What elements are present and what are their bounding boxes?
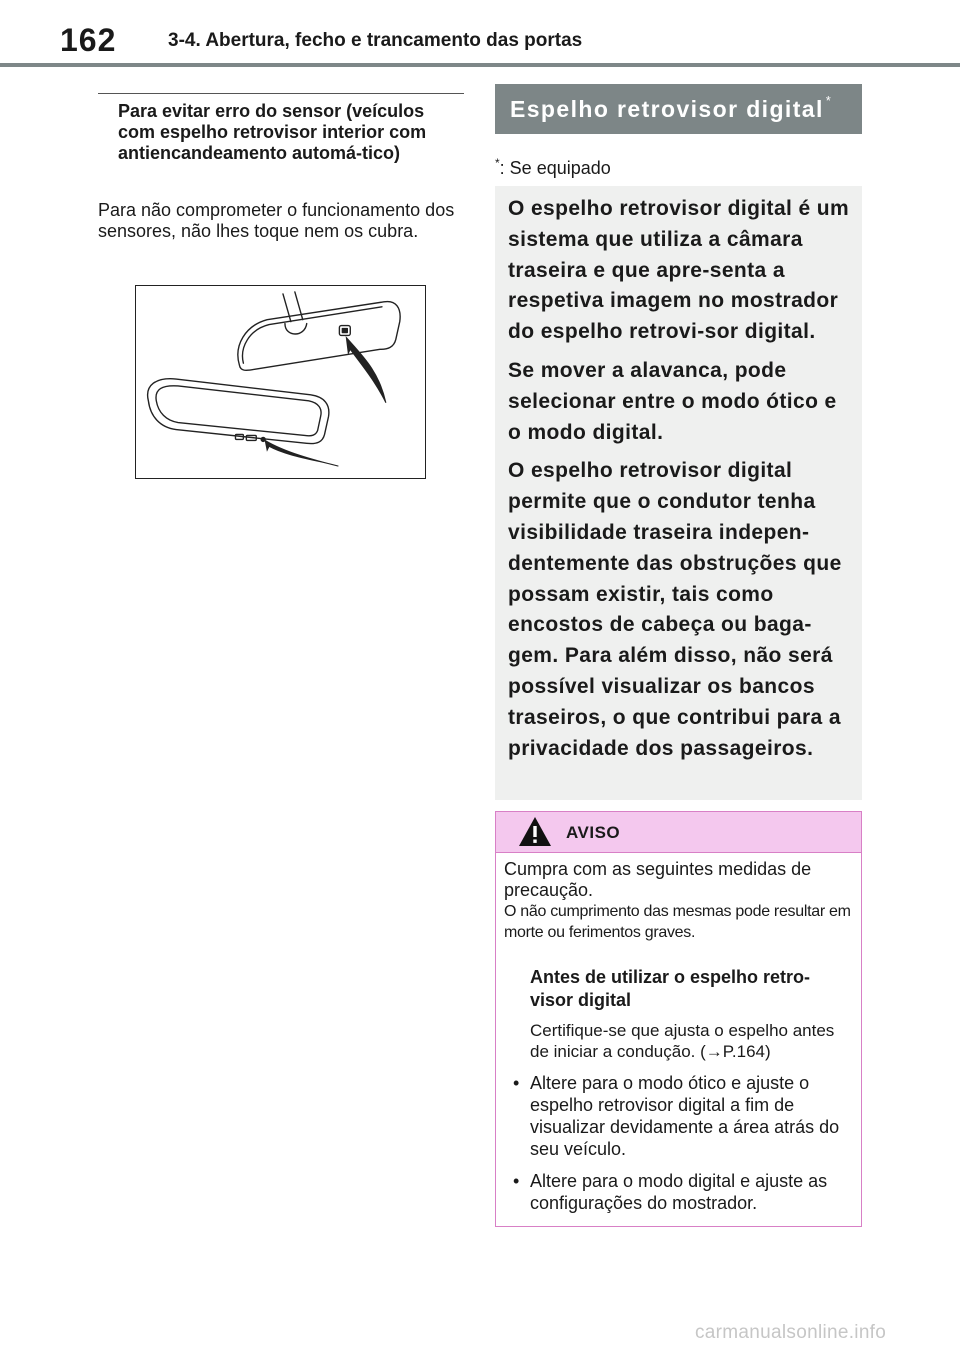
warning-title: AVISO	[566, 823, 621, 842]
bullet-icon: •	[513, 1171, 520, 1191]
list-item-text: Altere para o modo digital e ajuste as configurações do mostrador.	[530, 1171, 828, 1213]
rearview-mirror-illustration	[136, 286, 425, 478]
list-item	[504, 1072, 849, 1160]
footer-watermark: carmanualsonline.info	[695, 1322, 887, 1343]
warning-subtext: Certifique-se que ajusta o espelho antes de iniciar a condução. (→P.164)	[530, 1021, 835, 1061]
section-title-bar	[495, 84, 862, 134]
warning-header	[496, 812, 861, 853]
section-title: Espelho retrovisor digital	[510, 96, 824, 122]
left-section-divider	[98, 93, 464, 94]
bullet-icon: •	[513, 1073, 520, 1093]
list-item	[504, 1170, 849, 1214]
warning-box	[495, 811, 862, 1227]
summary-paragraph: O espelho retrovisor digital permite que o condutor tenha visibilidade traseira indepen-dentemente das obstruções que possam existir, tais como encostos de cabeça ou baga-gem. Para além disso, não será possível visualizar os bancos traseiros, o que contribui para a privacidade dos passageiros.	[508, 459, 842, 760]
summary-box	[495, 186, 862, 800]
warning-intro: Cumpra com as seguintes medidas de precaução.	[504, 859, 812, 900]
warning-list	[504, 1072, 853, 1214]
footnote-text: : Se equipado	[499, 158, 611, 178]
warning-consequence: O não cumprimento das mesmas pode resultar em morte ou ferimentos graves.	[504, 903, 851, 941]
equipment-footnote	[495, 156, 611, 179]
page-header	[0, 0, 960, 70]
warning-triangle-icon	[518, 816, 552, 847]
sensor-body-text: Para não comprometer o funcionamento dos sensores, não lhes toque nem os cubra.	[98, 200, 455, 241]
summary-paragraph: Se mover a alavanca, pode selecionar entre o modo ótico e o modo digital.	[508, 358, 837, 444]
warning-body	[496, 853, 861, 1214]
summary-paragraph: O espelho retrovisor digital é um sistema que utiliza a câmara traseira e que apre-senta a respetiva imagem no mostrador do espelho retrovi-sor digital.	[508, 197, 850, 344]
list-item-text: Altere para o modo ótico e ajuste o espelho retrovisor digital a fim de visualizar devidamente a área atrás do seu veículo.	[530, 1073, 840, 1159]
chapter-title: 3-4. Abertura, fecho e trancamento das portas	[168, 30, 583, 51]
footnote-asterisk: *	[495, 156, 500, 170]
header-divider	[0, 63, 960, 67]
section-title-asterisk: *	[825, 93, 831, 108]
page-number: 162	[60, 22, 117, 58]
rearview-mirror-figure	[135, 285, 426, 479]
sensor-subheading: Para evitar erro do sensor (veículos com espelho retrovisor interior com antiencandeamento automá-tico)	[118, 101, 427, 163]
warning-subheading: Antes de utilizar o espelho retro-visor digital	[530, 967, 811, 1010]
